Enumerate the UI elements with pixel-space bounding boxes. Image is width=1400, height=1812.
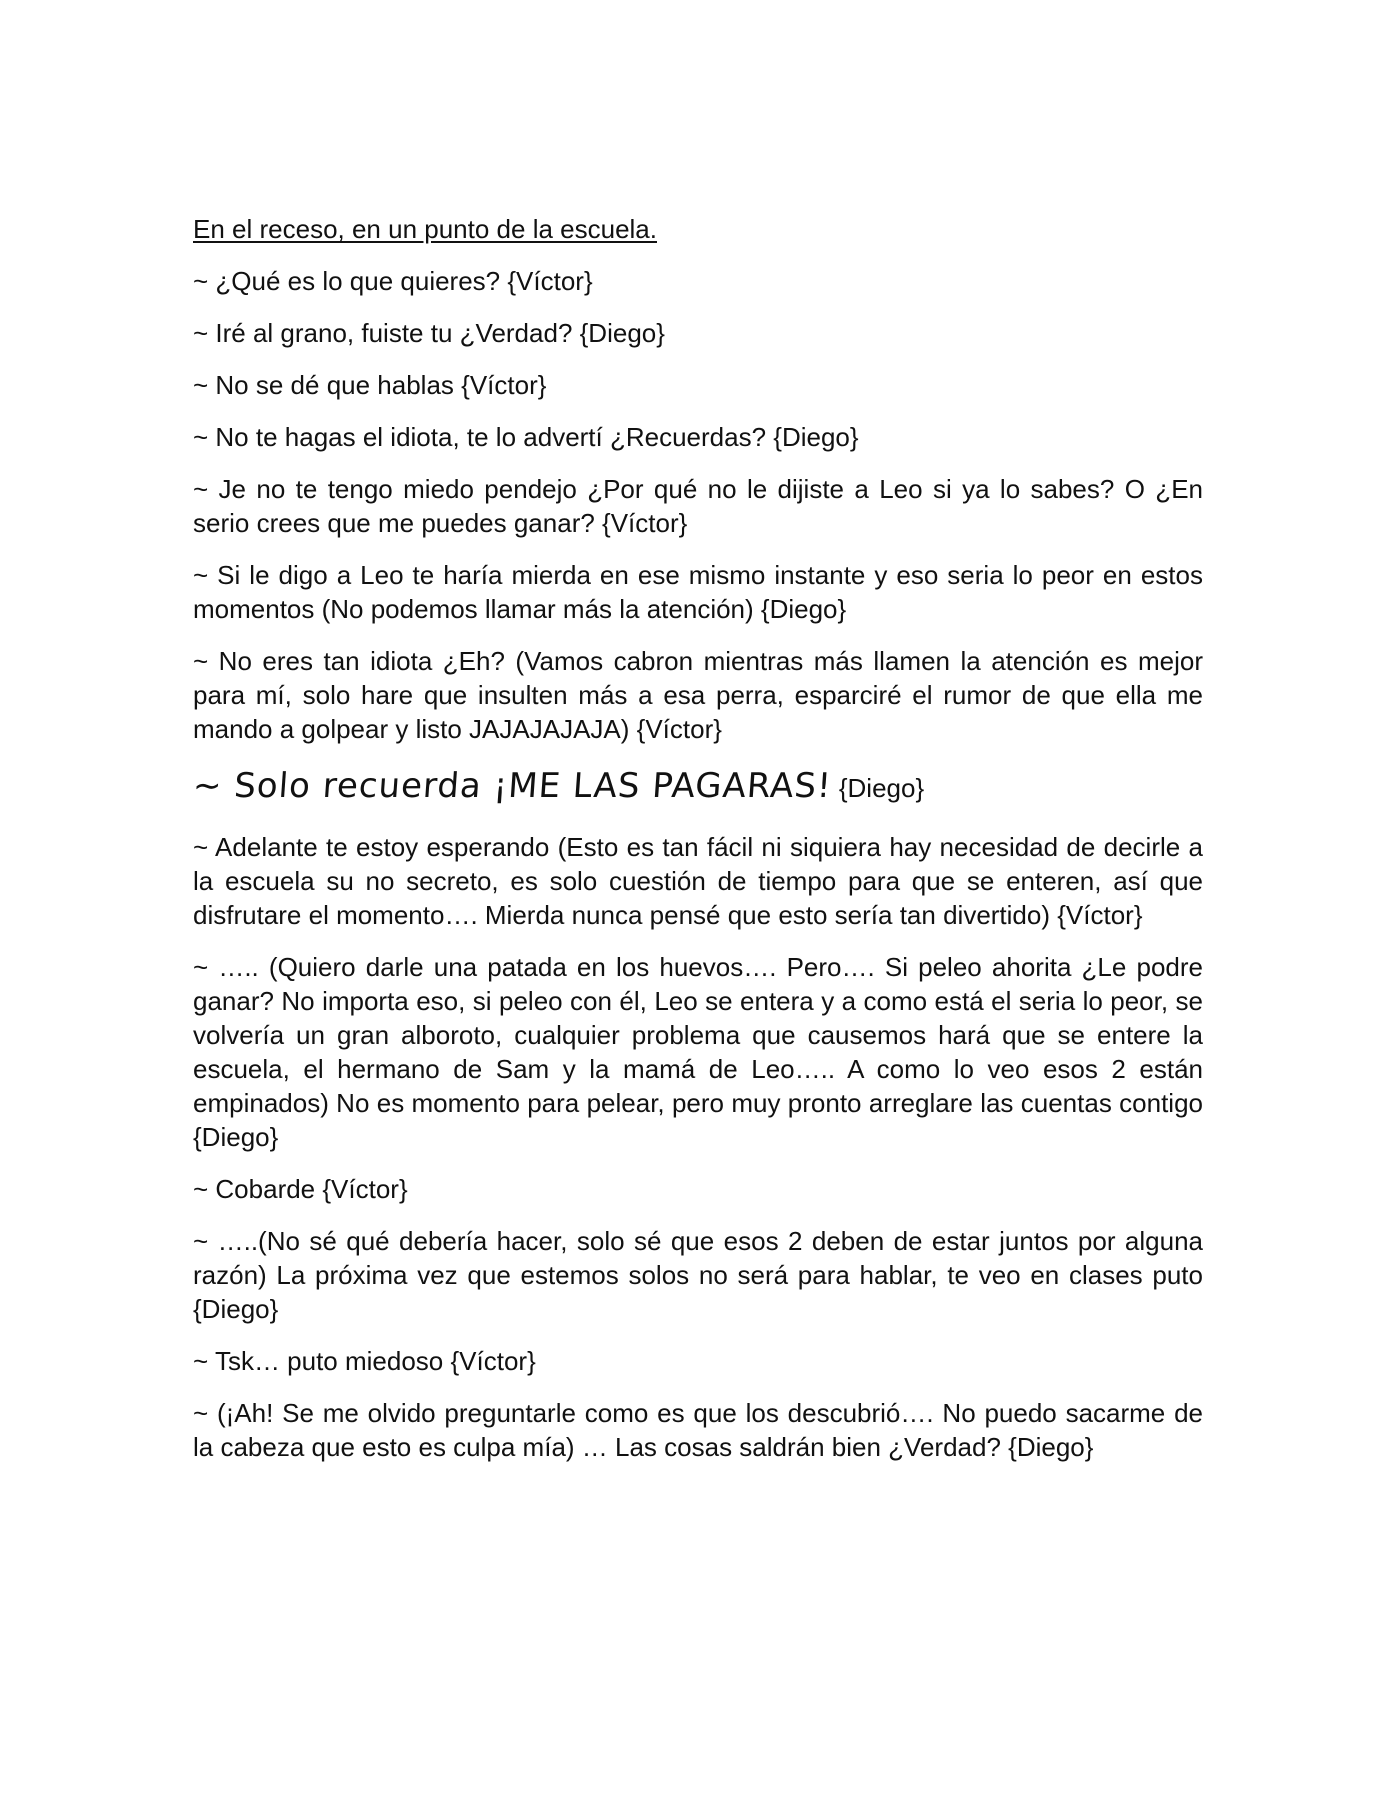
- dialogue-line: ~ No se dé que hablas {Víctor}: [193, 370, 547, 400]
- document-page: [193, 212, 1203, 1482]
- dialogue-line: ~ ¿Qué es lo que quieres? {Víctor}: [193, 266, 593, 296]
- dialogue-line: ~ No eres tan idiota ¿Eh? (Vamos cabron mientras más llamen la atención es mejor para mí, solo hare que insulten más a esa perra, esparciré el rumor de que ella me mando a golpear y listo JAJAJAJAJA) {Víctor}: [193, 646, 1203, 744]
- dialogue-line: ~ …..(No sé qué debería hacer, solo sé que esos 2 deben de estar juntos por alguna razón) La próxima vez que estemos solos no será para hablar, te veo en clases puto {Diego}: [193, 1226, 1203, 1324]
- dialogue-line: ~ Adelante te estoy esperando (Esto es tan fácil ni siquiera hay necesidad de decirle a la escuela su no secreto, es solo cuestión de tiempo para que se enteren, así que disfrutare el momento…. Mierda nunca pensé que esto sería tan divertido) {Víctor}: [193, 832, 1203, 930]
- dialogue-line: ~ Si le digo a Leo te haría mierda en ese mismo instante y eso seria lo peor en estos momentos (No podemos llamar más la atención) {Diego}: [193, 560, 1203, 624]
- dialogue-line: ~ Cobarde {Víctor}: [193, 1174, 408, 1204]
- dialogue-line: ~ Tsk… puto miedoso {Víctor}: [193, 1346, 536, 1376]
- handwritten-text: ~ Solo recuerda ¡ME LAS PAGARAS!: [191, 766, 833, 806]
- dialogue-line: ~ Iré al grano, fuiste tu ¿Verdad? {Diego}: [193, 318, 665, 348]
- dialogue-line: ~ (¡Ah! Se me olvido preguntarle como es que los descubrió…. No puedo sacarme de la cabeza que esto es culpa mía) … Las cosas saldrán bien ¿Verdad? {Diego}: [193, 1398, 1203, 1462]
- handwritten-line: [193, 764, 1203, 808]
- dialogue-line: ~ No te hagas el idiota, te lo advertí ¿Recuerdas? {Diego}: [193, 422, 859, 452]
- dialogue-line: ~ ….. (Quiero darle una patada en los huevos…. Pero…. Si peleo ahorita ¿Le podre ganar? No importa eso, si peleo con él, Leo se entera y a como está el seria lo peor, se volvería un gran alboroto, cualquier problema que causemos hará que se entere la escuela, el hermano de Sam y la mamá de Leo….. A como lo veo esos 2 están empinados) No es momento para pelear, pero muy pronto arreglare las cuentas contigo {Diego}: [193, 952, 1203, 1152]
- handwritten-speaker: {Diego}: [838, 773, 925, 803]
- dialogue-line: ~ Je no te tengo miedo pendejo ¿Por qué no le dijiste a Leo si ya lo sabes? O ¿En serio crees que me puedes ganar? {Víctor}: [193, 474, 1203, 538]
- scene-heading: En el receso, en un punto de la escuela.: [193, 214, 657, 244]
